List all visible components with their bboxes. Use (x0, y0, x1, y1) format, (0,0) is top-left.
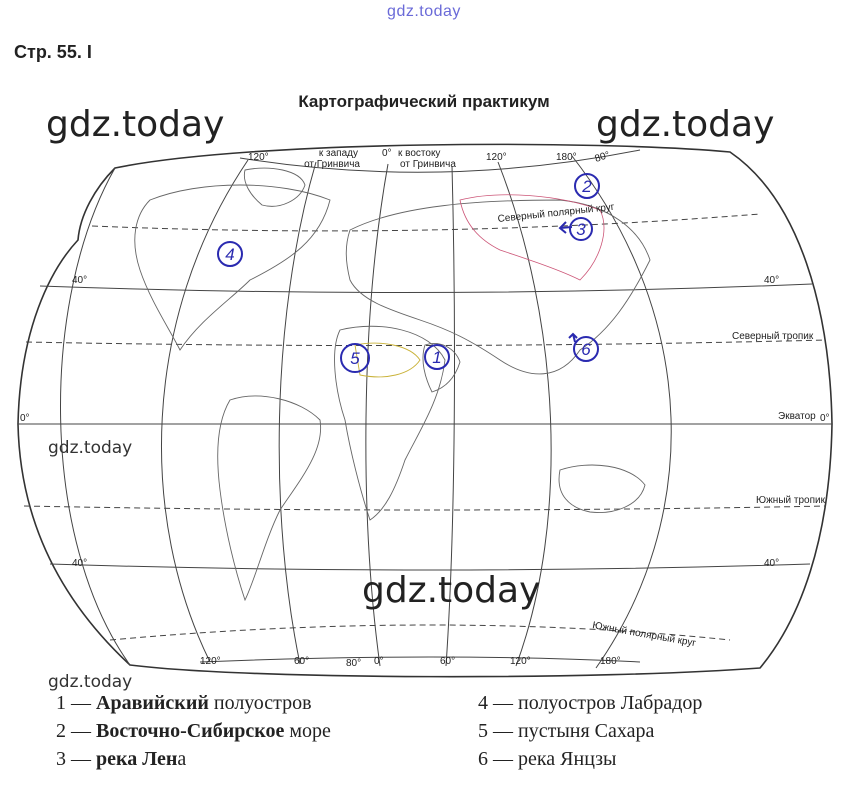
meridian-120w (161, 160, 248, 662)
watermark: gdz.today (48, 438, 133, 458)
legend-item-1: 1 — Аравийский полуостров (56, 692, 312, 714)
label-lon-180-bottom: 180° (600, 656, 621, 667)
marker-5-label: 5 (350, 349, 360, 368)
label-lon-0-bottom: 0° (374, 656, 384, 667)
parallel-80s (200, 657, 640, 662)
marker-6-label: 6 (581, 340, 591, 359)
label-lon-180-top: 180° (556, 152, 577, 163)
marker-3-label: 3 (576, 220, 586, 239)
parallel-40n (40, 284, 812, 293)
label-west-of-greenwich-2: от Гринвича (304, 159, 360, 170)
label-tropic-north: Северный тропик (732, 331, 814, 342)
label-lon-120e-bottom: 120° (510, 656, 531, 667)
marker-4-label: 4 (225, 245, 235, 264)
marker-2-label: 2 (582, 177, 592, 196)
label-lat-40n-left: 40° (72, 275, 88, 286)
label-west-of-greenwich: к западу (318, 148, 358, 159)
label-east-of-greenwich-2: от Гринвича (400, 159, 456, 170)
marker-1-label: 1 (432, 348, 442, 367)
label-lat-0-right: 0° (820, 413, 830, 424)
meridian-180w (60, 168, 130, 665)
label-zero-meridian: 0° (382, 148, 392, 159)
label-tropic-south: Южный тропик (756, 495, 825, 506)
watermark: gdz.today (48, 672, 133, 692)
label-lon-60e-bottom: 60° (440, 656, 456, 667)
meridian-180e (572, 156, 671, 668)
label-lat-40s-right: 40° (764, 558, 780, 569)
label-arctic-circle: Северный полярный круг (497, 201, 615, 225)
map-title: Картографический практикум (298, 92, 550, 111)
label-lat-40n-right: 40° (764, 275, 780, 286)
watermark: gdz.today (596, 104, 775, 145)
legend-item-5: 5 — пустыня Сахара (478, 720, 655, 742)
label-lon-120w-top: 120° (248, 152, 269, 163)
legend-item-4: 4 — полуостров Лабрадор (478, 692, 703, 714)
legend-item-6: 6 — река Янцзы (478, 748, 617, 770)
label-east-of-greenwich: к востоку (398, 148, 441, 159)
label-antarctic-circle: Южный полярный круг (591, 620, 697, 650)
label-lon-60w-bottom: 60° (294, 656, 310, 667)
label-lon-120e-top: 120° (486, 152, 507, 163)
legend-item-2: 2 — Восточно-Сибирское море (56, 720, 331, 742)
page-label: Стр. 55. I (14, 42, 92, 62)
site-watermark: gdz.today (387, 3, 461, 20)
label-lat-40s-left: 40° (72, 558, 88, 569)
label-lon-120w-bottom: 120° (200, 656, 221, 667)
label-lat-0-left: 0° (20, 413, 30, 424)
parallel-60n (92, 214, 760, 231)
continent-australia (559, 465, 645, 513)
label-lat-80-bottom: 80° (346, 658, 362, 669)
continent-eurasia (346, 200, 650, 374)
label-equator: Экватор (778, 411, 816, 422)
watermark: gdz.today (362, 570, 541, 611)
parallel-tropic-s (24, 506, 826, 510)
label-lat-80-top: 80° (593, 149, 612, 165)
continent-north-america (135, 185, 330, 350)
watermark: gdz.today (46, 104, 225, 145)
marker-6-arrow-icon (569, 334, 577, 342)
legend-item-3: 3 — река Лена (56, 748, 187, 770)
